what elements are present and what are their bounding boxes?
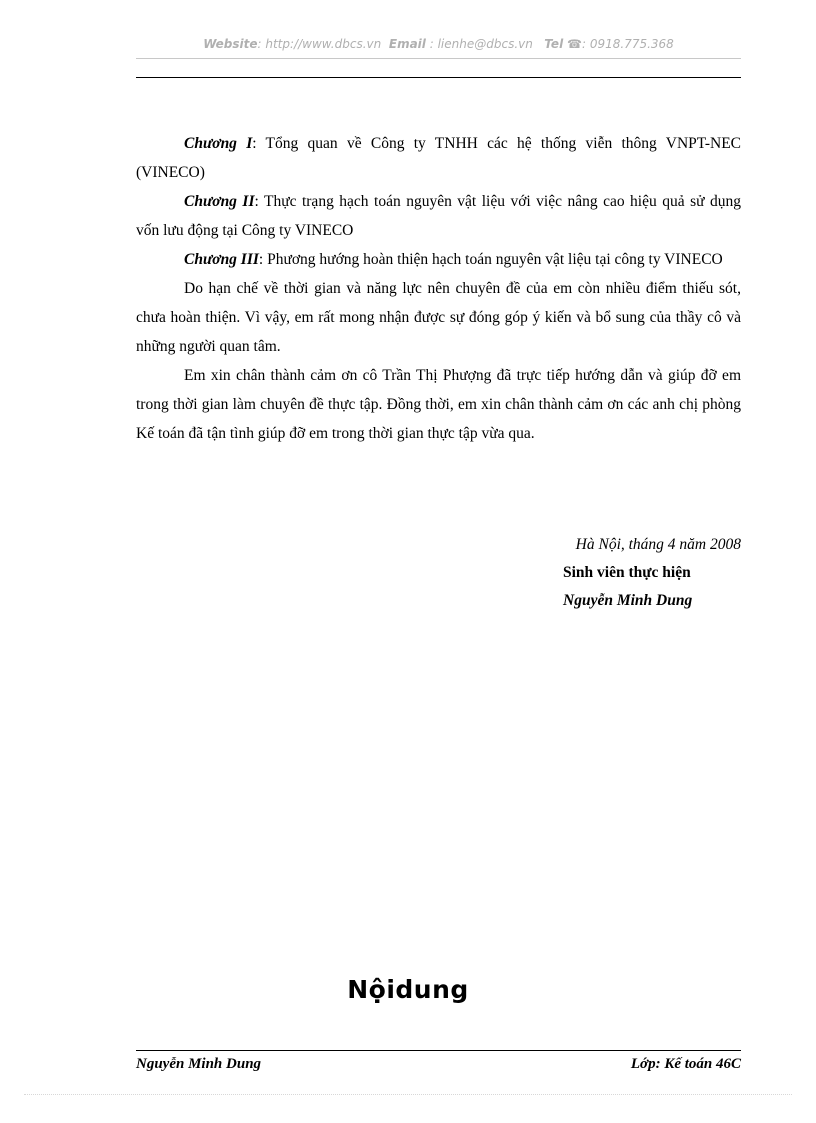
chapter-2-text: : Thực trạng hạch toán nguyên vật liệu với việc nâng cao hiệu quả sử dụng vốn lưu động tại Công ty VINECO	[136, 193, 741, 239]
email-value: : lienhe@dbcs.vn	[429, 37, 533, 51]
thanks-paragraph: Em xin chân thành cảm ơn cô Trần Thị Phượng đã trực tiếp hướng dẫn và giúp đỡ em trong thời gian làm chuyên đề thực tập. Đồng thời, em xin chân thành cảm ơn các anh chị phòng Kế toán đã tận tình giúp đỡ em trong thời gian thực tập vừa qua.	[136, 367, 741, 442]
section-title: Nộidung	[347, 975, 469, 1004]
page-header	[136, 37, 741, 51]
tel-value: : 0918.775.368	[581, 37, 674, 51]
limitations-paragraph: Do hạn chế về thời gian và năng lực nên chuyên đề của em còn nhiều điểm thiếu sót, chưa hoàn thiện. Vì vậy, em rất mong nhận được sự đóng góp ý kiến và bổ sung của thầy cô và những người quan tâm.	[136, 280, 741, 355]
chapter-3-name: Chương III	[184, 251, 259, 268]
footer-author: Nguyễn Minh Dung	[136, 1056, 262, 1072]
chapter-3-paragraph	[136, 245, 741, 274]
chapter-2-paragraph	[136, 187, 741, 245]
signature-date: Hà Nội, tháng 4 năm 2008	[575, 536, 741, 553]
header-divider	[136, 77, 741, 78]
tel-label: Tel	[544, 37, 564, 51]
phone-icon: ☎	[567, 37, 582, 51]
email-label: Email	[388, 37, 426, 51]
chapter-1-name: Chương I	[184, 135, 253, 152]
chapter-3-text: : Phương hướng hoàn thiện hạch toán nguyên vật liệu tại công ty VINECO	[258, 251, 723, 268]
footer-divider	[136, 1050, 741, 1051]
page-bottom-border	[24, 1094, 792, 1095]
signature-role: Sinh viên thực hiện	[563, 564, 691, 581]
chapter-2-name: Chương II	[184, 193, 255, 210]
signature-name: Nguyễn Minh Dung	[563, 592, 693, 609]
header-divider-thin	[136, 58, 741, 59]
chapter-1-text: : Tổng quan về Công ty TNHH các hệ thống viễn thông VNPT-NEC (VINECO)	[136, 135, 742, 181]
chapter-1-paragraph	[136, 129, 741, 187]
website-value: : http://www.dbcs.vn	[257, 37, 382, 51]
body-content	[136, 129, 741, 448]
website-label: Website	[203, 37, 258, 51]
footer-class: Lớp: Kế toán 46C	[630, 1056, 741, 1072]
